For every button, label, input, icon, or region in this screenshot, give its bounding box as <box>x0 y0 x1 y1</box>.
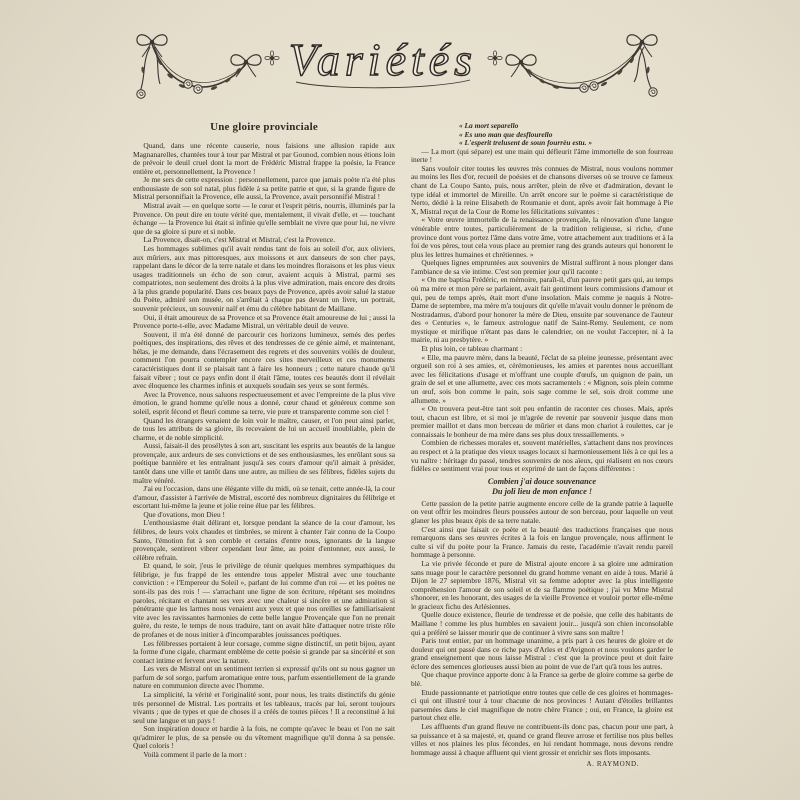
article-paragraph: Que chaque province apporte donc à la France sa gerbe de gloire comme sa gerbe de blé. <box>411 670 673 689</box>
verse-line: « La mort separello <box>459 122 519 130</box>
article-paragraph: La simplicité, la vérité et l'originalité sont, pour nous, les traits distinctifs du génie très personnel de Mistral. Les portraits et les tableaux, tracés par lui, seront toujours vivants ; que de types et que de choses il a créés de toutes pièces ! Il a reconstitué à lui seul une langue et un pays ! <box>133 690 395 725</box>
article-paragraph: Et quand, le soir, j'eus le privilège de réunir quelques membres sympathiques du félibrige, je fus frappé de les entendre tous appeler Mistral avec une touchante conviction : « l'Empereur du Soleil », parlant de lui comme d'un roi — et les poètes ne sont-ils pas des rois ! — s'arrachant une ligne de son écriture, répétant ses moindres paroles, récitant et chantant ses vers avec une chaleur si sincère et une admiration si pénétrante que les larmes nous venaient aux yeux et que nos oreilles se familiarisaient vite avec les ravissantes harmonies de cette belle langue Provençale que l'on ne prenait guère, du reste, le temps de nous traduire, tant on avait hâte d'attaquer notre triste rôle de profanes et de nous initier à d'incomparables jouissances poétiques. <box>133 561 395 639</box>
article-paragraph: Les félibresses portaient à leur corsage, comme signe distinctif, un petit bijou, ayant la forme d'une cigale, charmant emblème de cette poésie si grande par sa sincérité et son contact intime et fervent avec la nature. <box>133 638 395 665</box>
article-paragraph: L'enthousiasme était délirant et, lorsque pendant la séance de la cour d'amour, les félibres, de leurs voix chaudes et timbrées, se mirent à chanter l'air connu de la Coupo Santo, l'émotion fut à son comble et certains d'entre nous, ignorants de la langue provençale, sentirent vibrer cependant leur âme, au point d'entonner, eux aussi, le célèbre refrain. <box>133 518 395 562</box>
article-title: Une gloire provinciale <box>210 121 318 133</box>
article-paragraph: « Elle, ma pauvre mère, dans la beauté, l'éclat de sa pleine jeunesse, présentant avec orgueil son roi à ses amies, et, cérémonieuses, les amies et parentes nous accueillant avec les félicitations d'usage et m'offrant une couple d'œufs, un quignon de pain, un grain de sel et une allumette, avec ces mots sacramentels : « Mignon, sois plein comme un œuf, sois bon comme le pain, sois sage comme le sel, sois droit comme une allumette. » <box>411 352 673 405</box>
garland-right-icon <box>521 44 642 92</box>
article-paragraph: Souvent, il m'a été donné de parcourir ces horizons lumineux, semés des perles poétiques, des inspirations, des rêves et des tendresses de ce génie aimé, et maintenant, hélas, je me demande, dans l'écrasement des regrets et des souvenirs voilés de douleur, comment l'on pourra contempler encore ces sites merveilleux et ces monuments caractéristiques dont il se plaisait tant à faire les honneurs ; cette nature chaude qu'il faisait vibrer ; tout ce pays enfin dont il était l'âme, toutes ces beautés dont il révélait avec éloquence les charmes infinis et auxquels soudain ses yeux se sont fermés. <box>133 329 395 391</box>
article-paragraph: Quand, dans une récente causerie, nous faisions une allusion rapide aux Magnanarelles, chantées tour à tour par Mistral et par Gounod, combien nous étions loin de prévoir le deuil cruel dont la mort de Frédéric Mistral frappe la poésie, la France entière et, personnellement, la Provence ! <box>133 142 395 176</box>
couplet-line: Combien j'ai douce souvenance <box>487 476 597 486</box>
article-paragraph: — La mort (qui sépare) est une main qui défleurit l'âme immortelle de son fourreau inerte ! <box>411 146 673 165</box>
article-paragraph: Et plus loin, ce tableau charmant : <box>421 344 523 354</box>
verse-line: « L'esperit trelusent de soun fourrèu estu. » <box>459 138 593 148</box>
article-paragraph: Voilà comment il parle de la mort : <box>143 750 247 760</box>
verse-line: « Es uno man que desflourello <box>459 129 553 139</box>
section-title: Variétés <box>288 34 478 85</box>
ribbon-tail-left-icon <box>137 47 160 98</box>
ribbon-tail-right-icon <box>634 47 657 96</box>
article-paragraph: « Votre œuvre immortelle de la renaissance provençale, la rénovation d'une langue vénérable entre toutes, particulièrement de la tradition religieuse, si riche, d'une province dont vous portez l'âme dans votre âme, votre attachement aux traditions et à la foi de vos pères, tout cela vous place au premier rang des grands auteurs qui honorent le plus les lettres humaines et chrétiennes. » <box>411 215 673 259</box>
article-paragraph: Combien de richesses morales et, souvent matérielles, s'attachent dans nos provinces au respect et à la pratique des vieux usages locaux si harmonieusement liés à ce qui les a vu naître : héritage du passé, tendres souvenirs de nos aïeux, qui réalisent en nos cœurs fidèles ce sentiment vrai pour tous et exprimé de tant de façons différentes : <box>411 438 673 474</box>
couplet-line: Du joli lieu de mon enfance ! <box>491 487 593 497</box>
article-paragraph: Aussi, faisait-il des prosélytes à son art, suscitant les esprits aux beautés de la langue provençale, aux ardeurs de ses convictions et de ses enthousiasmes, les enrôlant sous sa poétique bannière et les entraînant jusqu'à ses cours d'amour qu'il aimait à présider, tantôt dans une ville et tantôt dans une autre, au milieu de ses félibres, fidèles sujets du maître vénéré. <box>133 441 395 485</box>
rosette-flower-icon <box>265 51 279 65</box>
article-paragraph: Quelle douce existence, fleurie de tendresse et de poésie, que celle des habitants de Maillane ! comme les plus humbles en savaient jouir... jusqu'à son chien inconsolable qui a préféré se laisser mourir que de continuer à vivre sans son maître ! <box>411 610 673 637</box>
article-paragraph: Oui, il était amoureux de sa Provence et sa Provence était amoureuse de lui ; aussi la Provence porte-t-elle, avec Madame Mistral, un véritable deuil de veuve. <box>133 312 395 331</box>
article-paragraph: Les vers de Mistral ont un sentiment terrien si expressif qu'ils ont su nous gagner un parfum de sol sorgo, parfum aromatique entre tous, parfum essentiellement de la grande nature en communion directe avec l'homme. <box>133 664 395 691</box>
article-paragraph: La Provence, disait-on, c'est Mistral et Mistral, c'est la Provence. <box>143 235 336 245</box>
header-banner <box>0 0 800 112</box>
article-paragraph: Je me sers de cette expression : personnellement, parce que jamais poète n'a été plus enthousiaste de son sol natal, plus fidèle à sa petite patrie et que, si la grande figure de Mistral personnifiait la Provence, elle aussi, la Provence, avait personnifié Mistral ! <box>133 175 395 202</box>
article-paragraph: C'est ainsi que faisait ce poète et la beauté des traductions françaises que nous remarquons dans ses œuvres écrites à la fois en langue provençale, nous affirment le culte si vif du poète pour la France. Jamais du reste, l'académie n'avait rendu pareil hommage à personne. <box>411 524 673 560</box>
garland-left-icon <box>152 44 246 93</box>
article-paragraph: Quelques lignes empruntées aux souvenirs de Mistral suffiront à nous plonger dans l'ambiance de sa vie intime. C'est son premier jour qu'il raconte : <box>411 258 673 276</box>
article-paragraph: Que d'ovations, mon Dieu ! <box>143 509 225 519</box>
article-paragraph: Avec la Provence, nous saluons respectueusement et avec l'empreinte de la plus vive émotion, le grand homme qu'elle nous a donné, cœur chaud et généreux comme son soleil, esprit fécond et fleuri comme sa terre, vie pure et transparente comme son ciel ! <box>133 389 395 416</box>
author-signature: A. RAYMOND. <box>586 760 639 769</box>
article-paragraph: « On trouvera peut-être tant soit peu enfantin de raconter ces choses. Mais, après tout, chacun est libre, et si moi je m'agrée de revenir par souvenir jusque dans mon premier maillot et dans mon berceau de mûrier et dans mon chariot à roulettes, car je connaissais le bonheur de ma mère dans ses plus doux tressaillements. » <box>411 404 673 439</box>
article-paragraph: J'ai eu l'occasion, dans une élégante ville du midi, où se tenait, cette année-là, la cour d'amour, d'assister à l'arrivée de Mistral, escorté des nombreux dignitaires du félibrige et escortant lui-même la jeune et jolie reine élue par les félibres. <box>133 484 395 511</box>
article-paragraph: Paris tout entier, par un hommage unanime, a pris part à ces heures de gloire et de douleur qui ont passé dans ce riche pays d'Arles et d'Avignon et nous voulons garder le grand enseignement que nous laisse Mistral : c'est que la province peut et doit faire éclore des semences glorieuses aussi bien au point de vue de l'art qu'à tous les autres. <box>411 636 673 671</box>
article-left-column <box>133 142 395 788</box>
article-right-column <box>411 122 673 770</box>
article-paragraph: Mistral avait — en quelque sorte — le cœur et l'esprit pétris, nourris, illuminés par la Provence. On peut dire en toute vérité que, mentalement, il vivait d'elle, et — touchant échange — la Provence lui était si infinie qu'elle semblait ne vivre que pour lui, ne vivre que de sa gloire si pure et si noble. <box>133 201 395 236</box>
article-paragraph: Cette passion de la petite patrie augmente encore celle de la grande patrie à laquelle on veut offrir les moindres fleurs poussées autour de son berceau, pour laquelle on veut glaner les plus beaux épis de sa terre natale. <box>411 498 673 526</box>
article-paragraph: La vie privée féconde et pure de Mistral ajoute encore à sa gloire une admiration sans nuage pour le caractère personnel du grand homme venant en aide à tous. Marié à Dijon le 27 septembre 1876, Mistral vit sa femme adopter avec la plus intelligente compréhension l'amour de son soleil et de sa flamme poétique ; j'ai vu Mme Mistral s'honorer, en les honorant, des usages de la vieille Provence et vouloir porter elle-même le gracieux fichu des Arlésiennes. <box>411 558 673 611</box>
article-paragraph: « On me baptisa Frédéric, en mémoire, paraît-il, d'un pauvre petit gars qui, au temps où ma mère et mon père se parlaient, avait fait gentiment leurs commissions d'amour et qui, peu de temps après, était mort d'une insolation. Mais comme je naquis à Notre-Dame de septembre, ma mère m'a toujours dit qu'elle m'avait voulu donner le prénom de Nostradamus, d'abord pour honorer la mère de Dieu, ensuite par souvenance de l'auteur des « Centuries », le fameux astrologue natif de Saint-Remy. Seulement, ce nom mystique et mirifique n'étant pas dans le calendrier, on ne voulut l'accepter, ni à la mairie, ni au presbytère. » <box>411 275 673 345</box>
article-paragraph: Les affluents d'un grand fleuve ne contribuent-ils donc pas, chacun pour une part, à sa puissance et à sa majesté, et, quand ce grand fleuve arrose et fertilise nos plus belles villes et nos plaines les plus fécondes, en lui rendant hommage, nous devons rendre hommage aussi à chaque affluent qui vient grossir et enrichir ses flots imposants. <box>411 721 673 757</box>
article-paragraph: Etude passionnante et patriotique entre toutes que celle de ces gloires et hommages-ci qui ont illustré tour à tour chacune de nos provinces ! Autant d'étoiles brillantes parsemées dans le ciel magnifique de notre chère France ; oui, en France, la gloire est partout chez elle. <box>411 687 673 723</box>
article-paragraph: Les hommages sublimes qu'il avait rendus tant de fois au soleil d'or, aux oliviers, aux mûriers, aux mas pittoresques, aux moissons et aux danseurs de son cher pays, rappelant dans le décor de la terre natale et dans les moindres floraisons et les plus vieux usages traditionnels un écho de son cœur, avaient acquis à Mistral, parmi ses compatriotes, non seulement des droits à la plus vive admiration, mais encore des droits à la plus grande popularité. Dans ces beaux pays de Provence, après avoir salué la statue du Poète, admiré son musée, on s'arrêtait à chaque pas devant un livre, un portrait, souvenir précieux, un souvenir naïf et ému du célèbre habitant de Maillane. <box>133 243 395 313</box>
rosette-flower-icon <box>488 51 502 65</box>
ribbon-bow-right-icon <box>627 35 657 57</box>
article-paragraph: Son inspiration douce et hardie à la fois, ne compte qu'avec le beau et l'on ne sait qu'admirer le plus, de sa pensée ou du vêtement magnifique qu'il donna à sa pensée. Quel coloris ! <box>133 724 395 751</box>
article-paragraph: Sans vouloir citer toutes les œuvres très connues de Mistral, nous voulons nommer au moins les Iles d'or, recueil de poésies et de chansons diverses où se trouve ce fameux chant de La Coupo Santo, puis, nous arrêter, plein de rêve et d'admiration, devant le type idéal et immortel de Mireille. Un arrêt encore sur le poème si caractéristique de Nerto, dédié à la reine Elisabeth de Roumanie et dont, après avoir fait hommage à Pie X, Mistral reçut de la Cour de Rome les félicitations suivantes : <box>411 163 673 216</box>
article-paragraph: Quand les étrangers venaient de loin voir le maître, causer, et l'on peut ainsi parler, de tous les attributs de sa gloire, ils recevaient de lui un accueil inoubliable, plein de charme, et de noble simplicité. <box>133 415 395 442</box>
